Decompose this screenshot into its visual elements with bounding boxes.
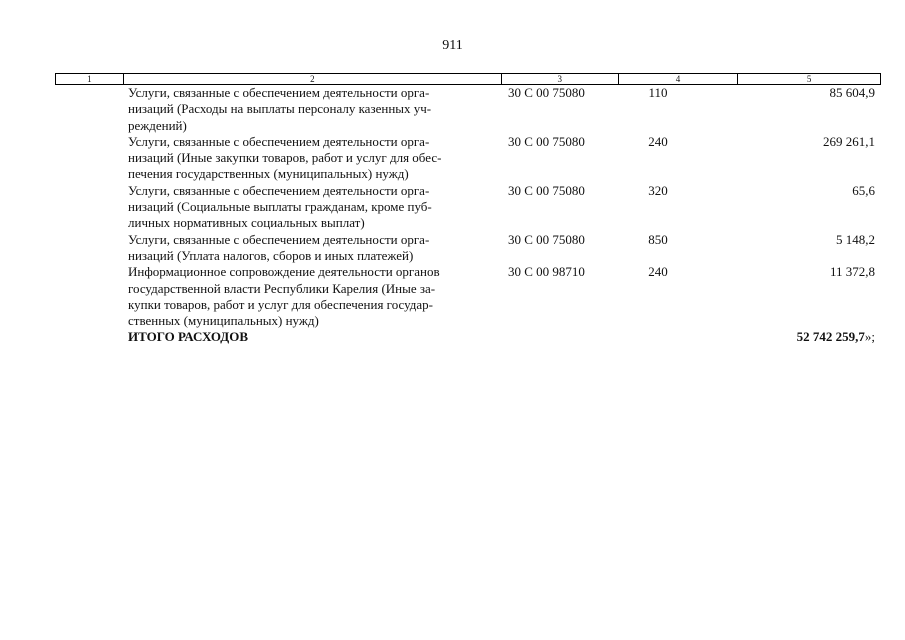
row-type: 320 xyxy=(648,182,668,198)
description-line: печения государственных (муниципальных) нужд) xyxy=(128,166,409,182)
row-empty-cell xyxy=(55,183,123,232)
total-type-cell xyxy=(619,329,739,345)
row-description xyxy=(123,183,502,232)
row-description xyxy=(123,232,502,265)
row-code: 30 С 00 75080 xyxy=(508,133,585,149)
row-empty-cell xyxy=(55,232,123,265)
page-number: 911 xyxy=(442,38,463,53)
row-amount: 85 604,9 xyxy=(829,85,875,100)
description-line: низаций (Уплата налогов, сборов и иных платежей) xyxy=(128,247,414,263)
column-number-2: 2 xyxy=(124,74,502,84)
row-amount: 11 372,8 xyxy=(829,264,875,280)
description-line: Услуги, связанные с обеспечением деятельности орга- xyxy=(128,182,430,198)
description-line: Услуги, связанные с обеспечением деятельности орга- xyxy=(128,231,430,247)
description-line: низаций (Социальные выплаты гражданам, кроме пуб- xyxy=(128,199,432,215)
row-description xyxy=(123,85,502,134)
table-row xyxy=(55,85,881,134)
budget-table xyxy=(55,73,881,346)
row-code: 30 С 00 75080 xyxy=(508,231,585,247)
row-code: 30 С 00 75080 xyxy=(508,85,585,100)
row-type: 110 xyxy=(648,85,668,100)
table-row xyxy=(55,183,881,232)
description-line: реждений) xyxy=(128,117,187,133)
table-row xyxy=(55,134,881,183)
row-type: 240 xyxy=(648,133,668,149)
column-number-1: 1 xyxy=(56,74,124,84)
row-code: 30 С 00 75080 xyxy=(508,182,585,198)
description-line: Информационное сопровождение деятельности органов xyxy=(128,264,440,280)
table-body xyxy=(55,85,881,329)
row-empty-cell xyxy=(55,134,123,183)
description-line: государственной власти Республики Карелия (Иные за- xyxy=(128,280,436,296)
description-line: низаций (Расходы на выплаты персоналу казенных уч- xyxy=(128,101,432,117)
total-amount: 52 742 259,7 xyxy=(796,329,865,345)
column-number-3: 3 xyxy=(502,74,619,84)
column-number-4: 4 xyxy=(619,74,739,84)
total-empty-cell xyxy=(55,329,123,345)
total-suffix: »; xyxy=(864,329,875,345)
table-row xyxy=(55,264,881,329)
row-description xyxy=(123,264,502,329)
row-type: 240 xyxy=(648,264,668,280)
total-label: ИТОГО РАСХОДОВ xyxy=(128,329,249,345)
row-amount: 65,6 xyxy=(852,182,875,198)
total-row xyxy=(55,329,881,345)
row-code: 30 С 00 98710 xyxy=(508,264,585,280)
description-line: Услуги, связанные с обеспечением деятельности орга- xyxy=(128,133,430,149)
description-line: личных нормативных социальных выплат) xyxy=(128,215,365,231)
row-type: 850 xyxy=(648,231,668,247)
total-amount-cell xyxy=(739,329,881,345)
total-code-cell xyxy=(502,329,619,345)
row-empty-cell xyxy=(55,264,123,329)
row-amount: 5 148,2 xyxy=(836,231,875,247)
description-line: купки товаров, работ и услуг для обеспечения государ- xyxy=(128,296,434,312)
row-description xyxy=(123,134,502,183)
description-line: низаций (Иные закупки товаров, работ и услуг для обес- xyxy=(128,150,442,166)
row-amount: 269 261,1 xyxy=(823,133,875,149)
description-line: ственных (муниципальных) нужд) xyxy=(128,313,319,329)
table-header-row xyxy=(55,73,881,85)
table-row xyxy=(55,232,881,265)
column-number-5: 5 xyxy=(806,74,812,84)
description-line: Услуги, связанные с обеспечением деятельности орга- xyxy=(128,85,430,100)
row-empty-cell xyxy=(55,85,123,134)
